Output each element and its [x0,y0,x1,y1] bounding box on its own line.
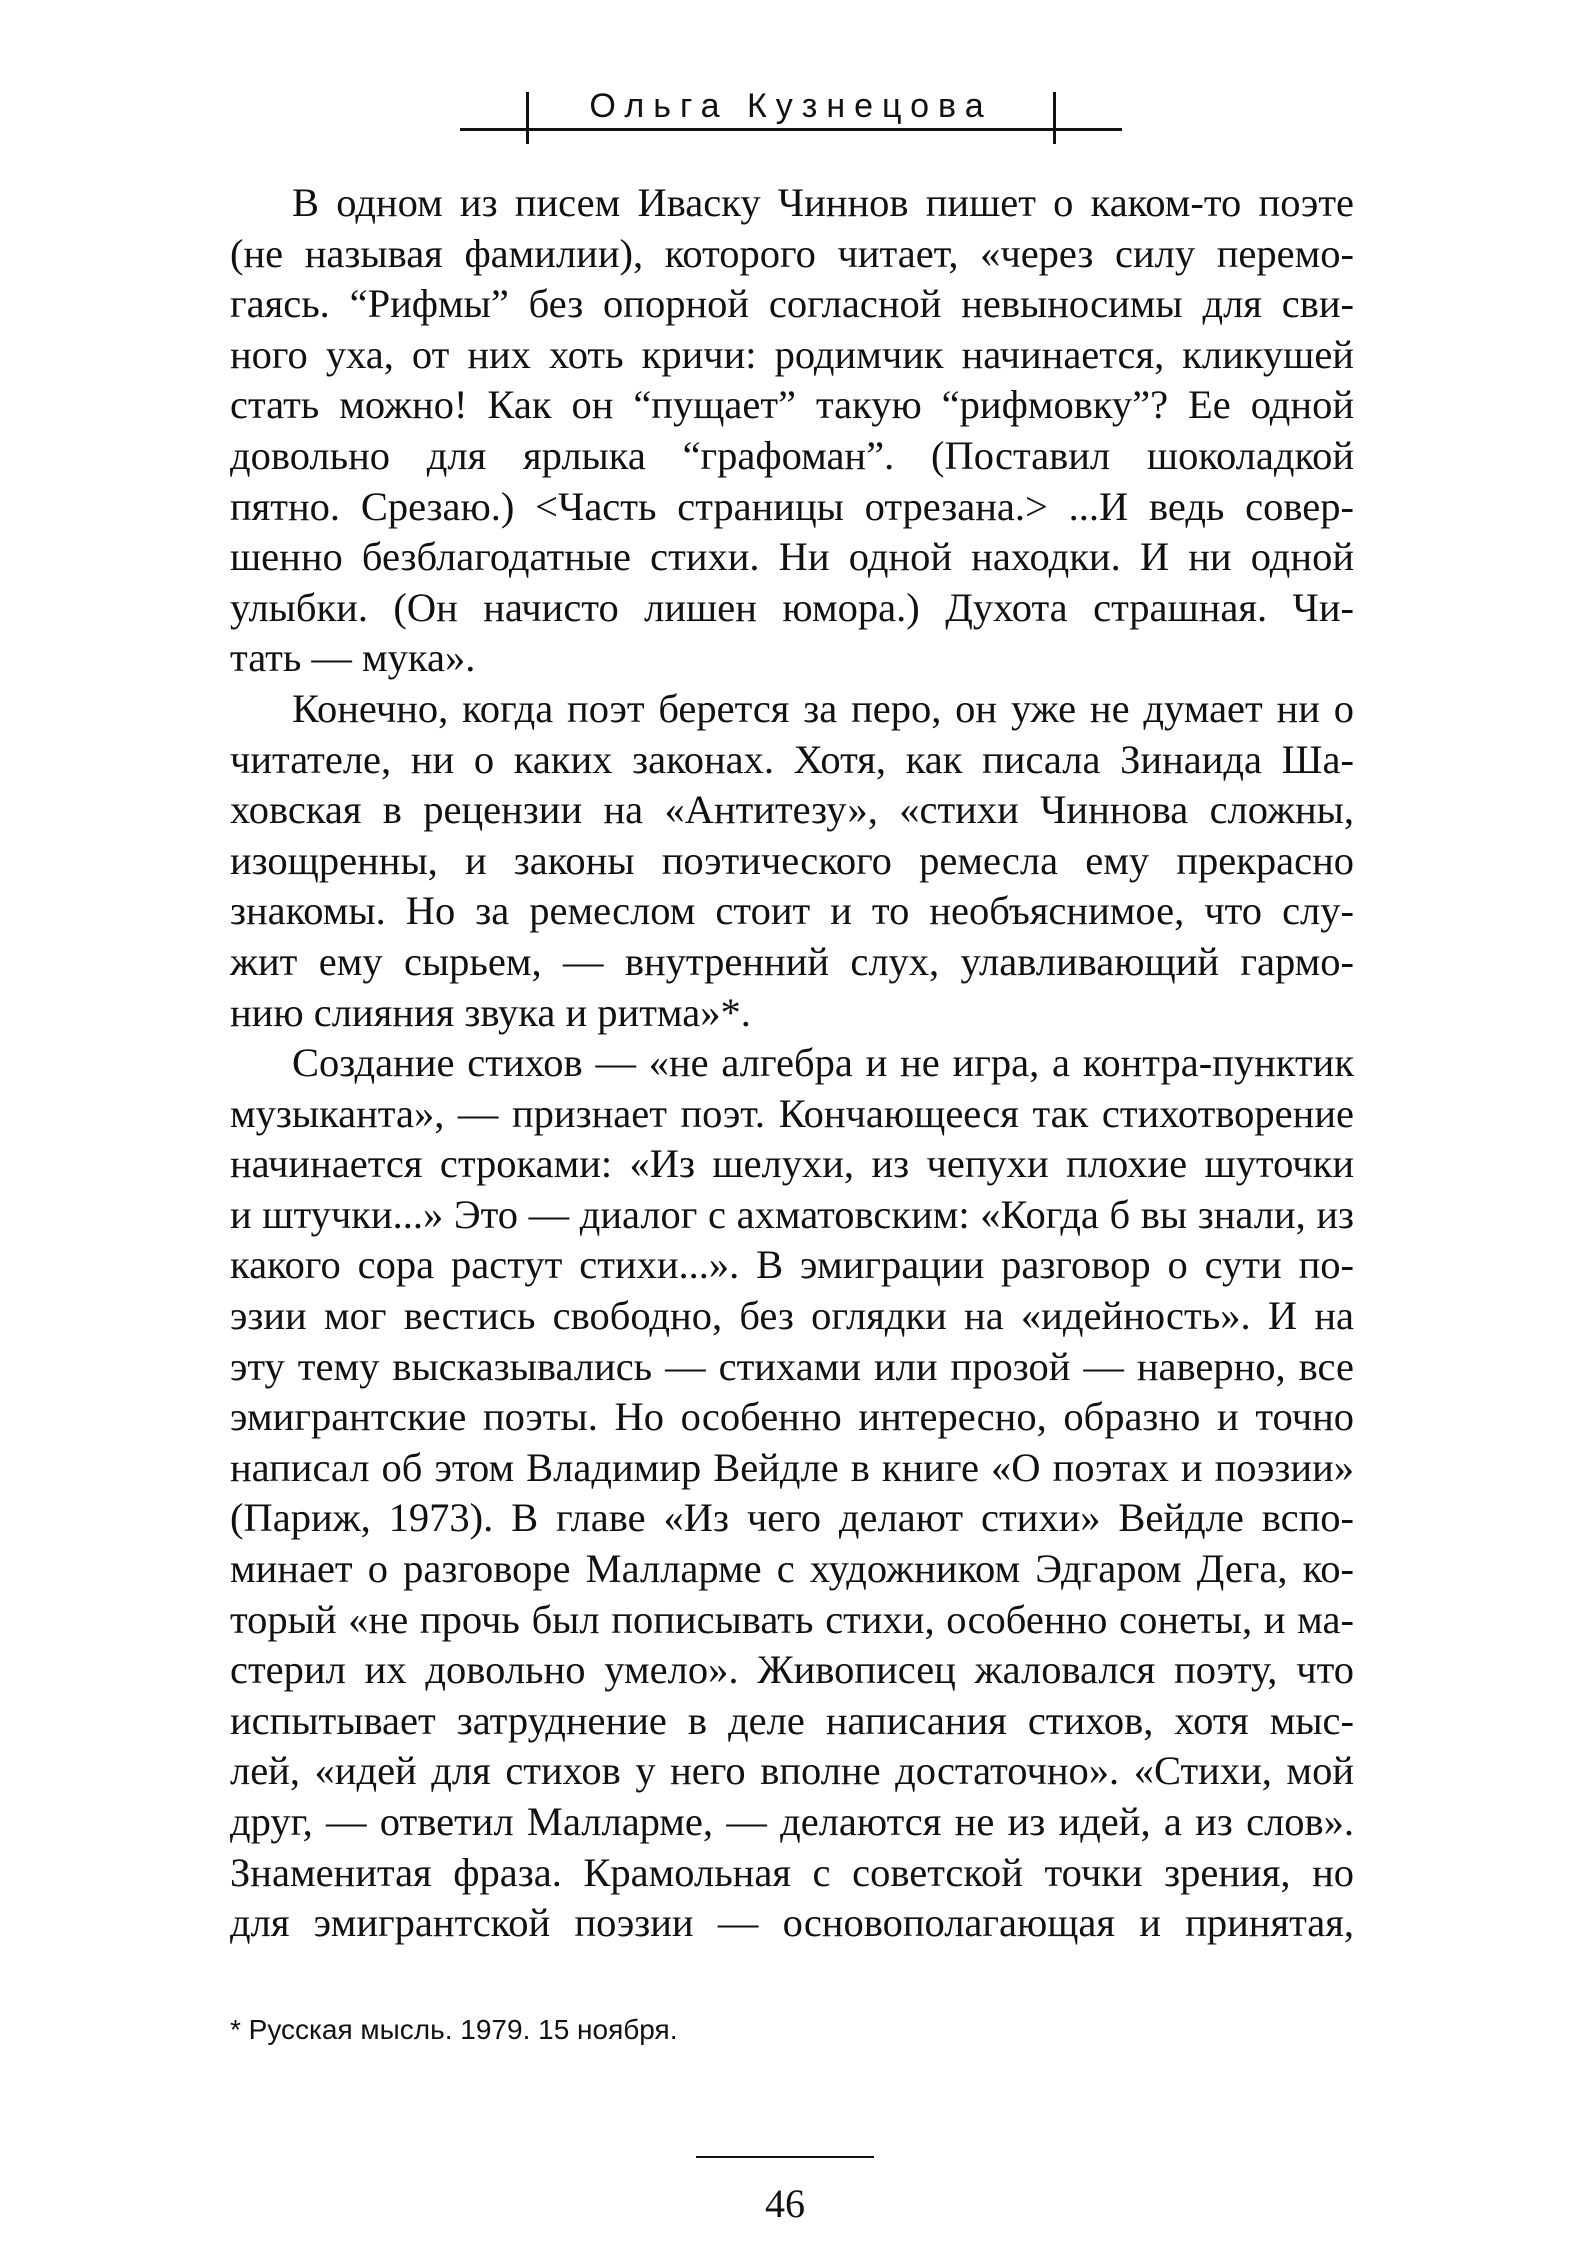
text-line: ховская в рецензии на «Антитезу», «стихи Чиннова сложны, [230,787,1354,833]
text-line: стать можно! Как он “пущает” такую “рифмовку”? Ее одной [230,382,1354,428]
header-author: Ольга Кузнецова [589,87,993,125]
text-line: читателе, ни о каких законах. Хотя, как писала Зинаида Ша- [230,736,1354,782]
text-line: написал об этом Владимир Вейдле в книге «О поэтах и поэзии» [230,1444,1354,1490]
running-header [460,84,1122,144]
page-number-rule [696,2156,874,2158]
text-line: Знаменитая фраза. Крамольная с советской точки зрения, но [230,1849,1354,1895]
text-line: испытывает затруднение в деле написания стихов, хотя мыс- [230,1697,1354,1743]
text-line: жит ему сырьем, — внутренний слух, улавливающий гармо- [230,938,1354,984]
text-line: минает о разговоре Малларме с художником Эдгаром Дега, ко- [230,1546,1354,1592]
text-line: (не называя фамилии), которого читает, «через силу перемо- [230,230,1354,276]
text-line: музыканта», — признает поэт. Кончающееся так стихотворение [230,1090,1354,1136]
text-line: эзии мог вестись свободно, без оглядки на «идейность». И на [230,1293,1354,1339]
header-rule [460,128,1122,131]
text-line: Создание стихов — «не алгебра и не игра, а контра-пунктик [292,1040,1354,1086]
text-line: пятно. Срезаю.) <Часть страницы отрезана.> ...И ведь совер- [230,483,1354,529]
text-line: начинается строками: «Из шелухи, из чепухи плохие шуточки [230,1141,1354,1187]
text-line: гаясь. “Рифмы” без опорной согласной невыносимы для сви- [230,281,1354,327]
text-line: шенно безблагодатные стихи. Ни одной находки. И ни одной [230,534,1354,580]
footnote: * Русская мысль. 1979. 15 ноября. [230,2014,678,2045]
text-line: знакомы. Но за ремеслом стоит и то необъяснимое, что слу- [230,888,1354,934]
text-line: Конечно, когда поэт берется за перо, он уже не думает ни о [292,685,1354,731]
text-line: торый «не прочь был пописывать стихи, особенно сонеты, и ма- [230,1596,1354,1642]
text-line: для эмигрантской поэзии — основополагающая и принятая, [230,1900,1354,1946]
text-line: стерил их довольно умело». Живописец жаловался поэту, что [230,1647,1354,1693]
text-line: ного уха, от них хоть кричи: родимчик начинается, кликушей [230,331,1354,377]
text-line: и штучки...» Это — диалог с ахматовским: «Когда б вы знали, из [230,1191,1354,1237]
text-line: довольно для ярлыка “графоман”. (Поставил шоколадкой [230,432,1354,478]
text-line: улыбки. (Он начисто лишен юмора.) Духота страшная. Чи- [230,584,1354,630]
text-line: нию слияния звука и ритма»*. [230,989,751,1035]
text-line: изощренны, и законы поэтического ремесла ему прекрасно [230,837,1354,883]
text-line: тать — мука». [230,635,476,681]
text-line: друг, — ответил Малларме, — делаются не из идей, а из слов». [230,1799,1354,1844]
body-text [230,178,1354,1949]
text-line: какого сора растут стихи...». В эмиграции разговор о сути по- [230,1242,1354,1288]
text-line: лей, «идей для стихов у него вполне достаточно». «Стихи, мой [230,1748,1354,1794]
text-line: эмигрантские поэты. Но особенно интересно, образно и точно [230,1394,1354,1440]
text-line: В одном из писем Иваску Чиннов пишет о каком-то поэте [292,180,1354,225]
page-number: 46 [765,2181,805,2226]
text-line: эту тему высказывались — стихами или прозой — наверно, все [230,1343,1354,1389]
text-line: (Париж, 1973). В главе «Из чего делают стихи» Вейдле вспо- [230,1495,1354,1541]
